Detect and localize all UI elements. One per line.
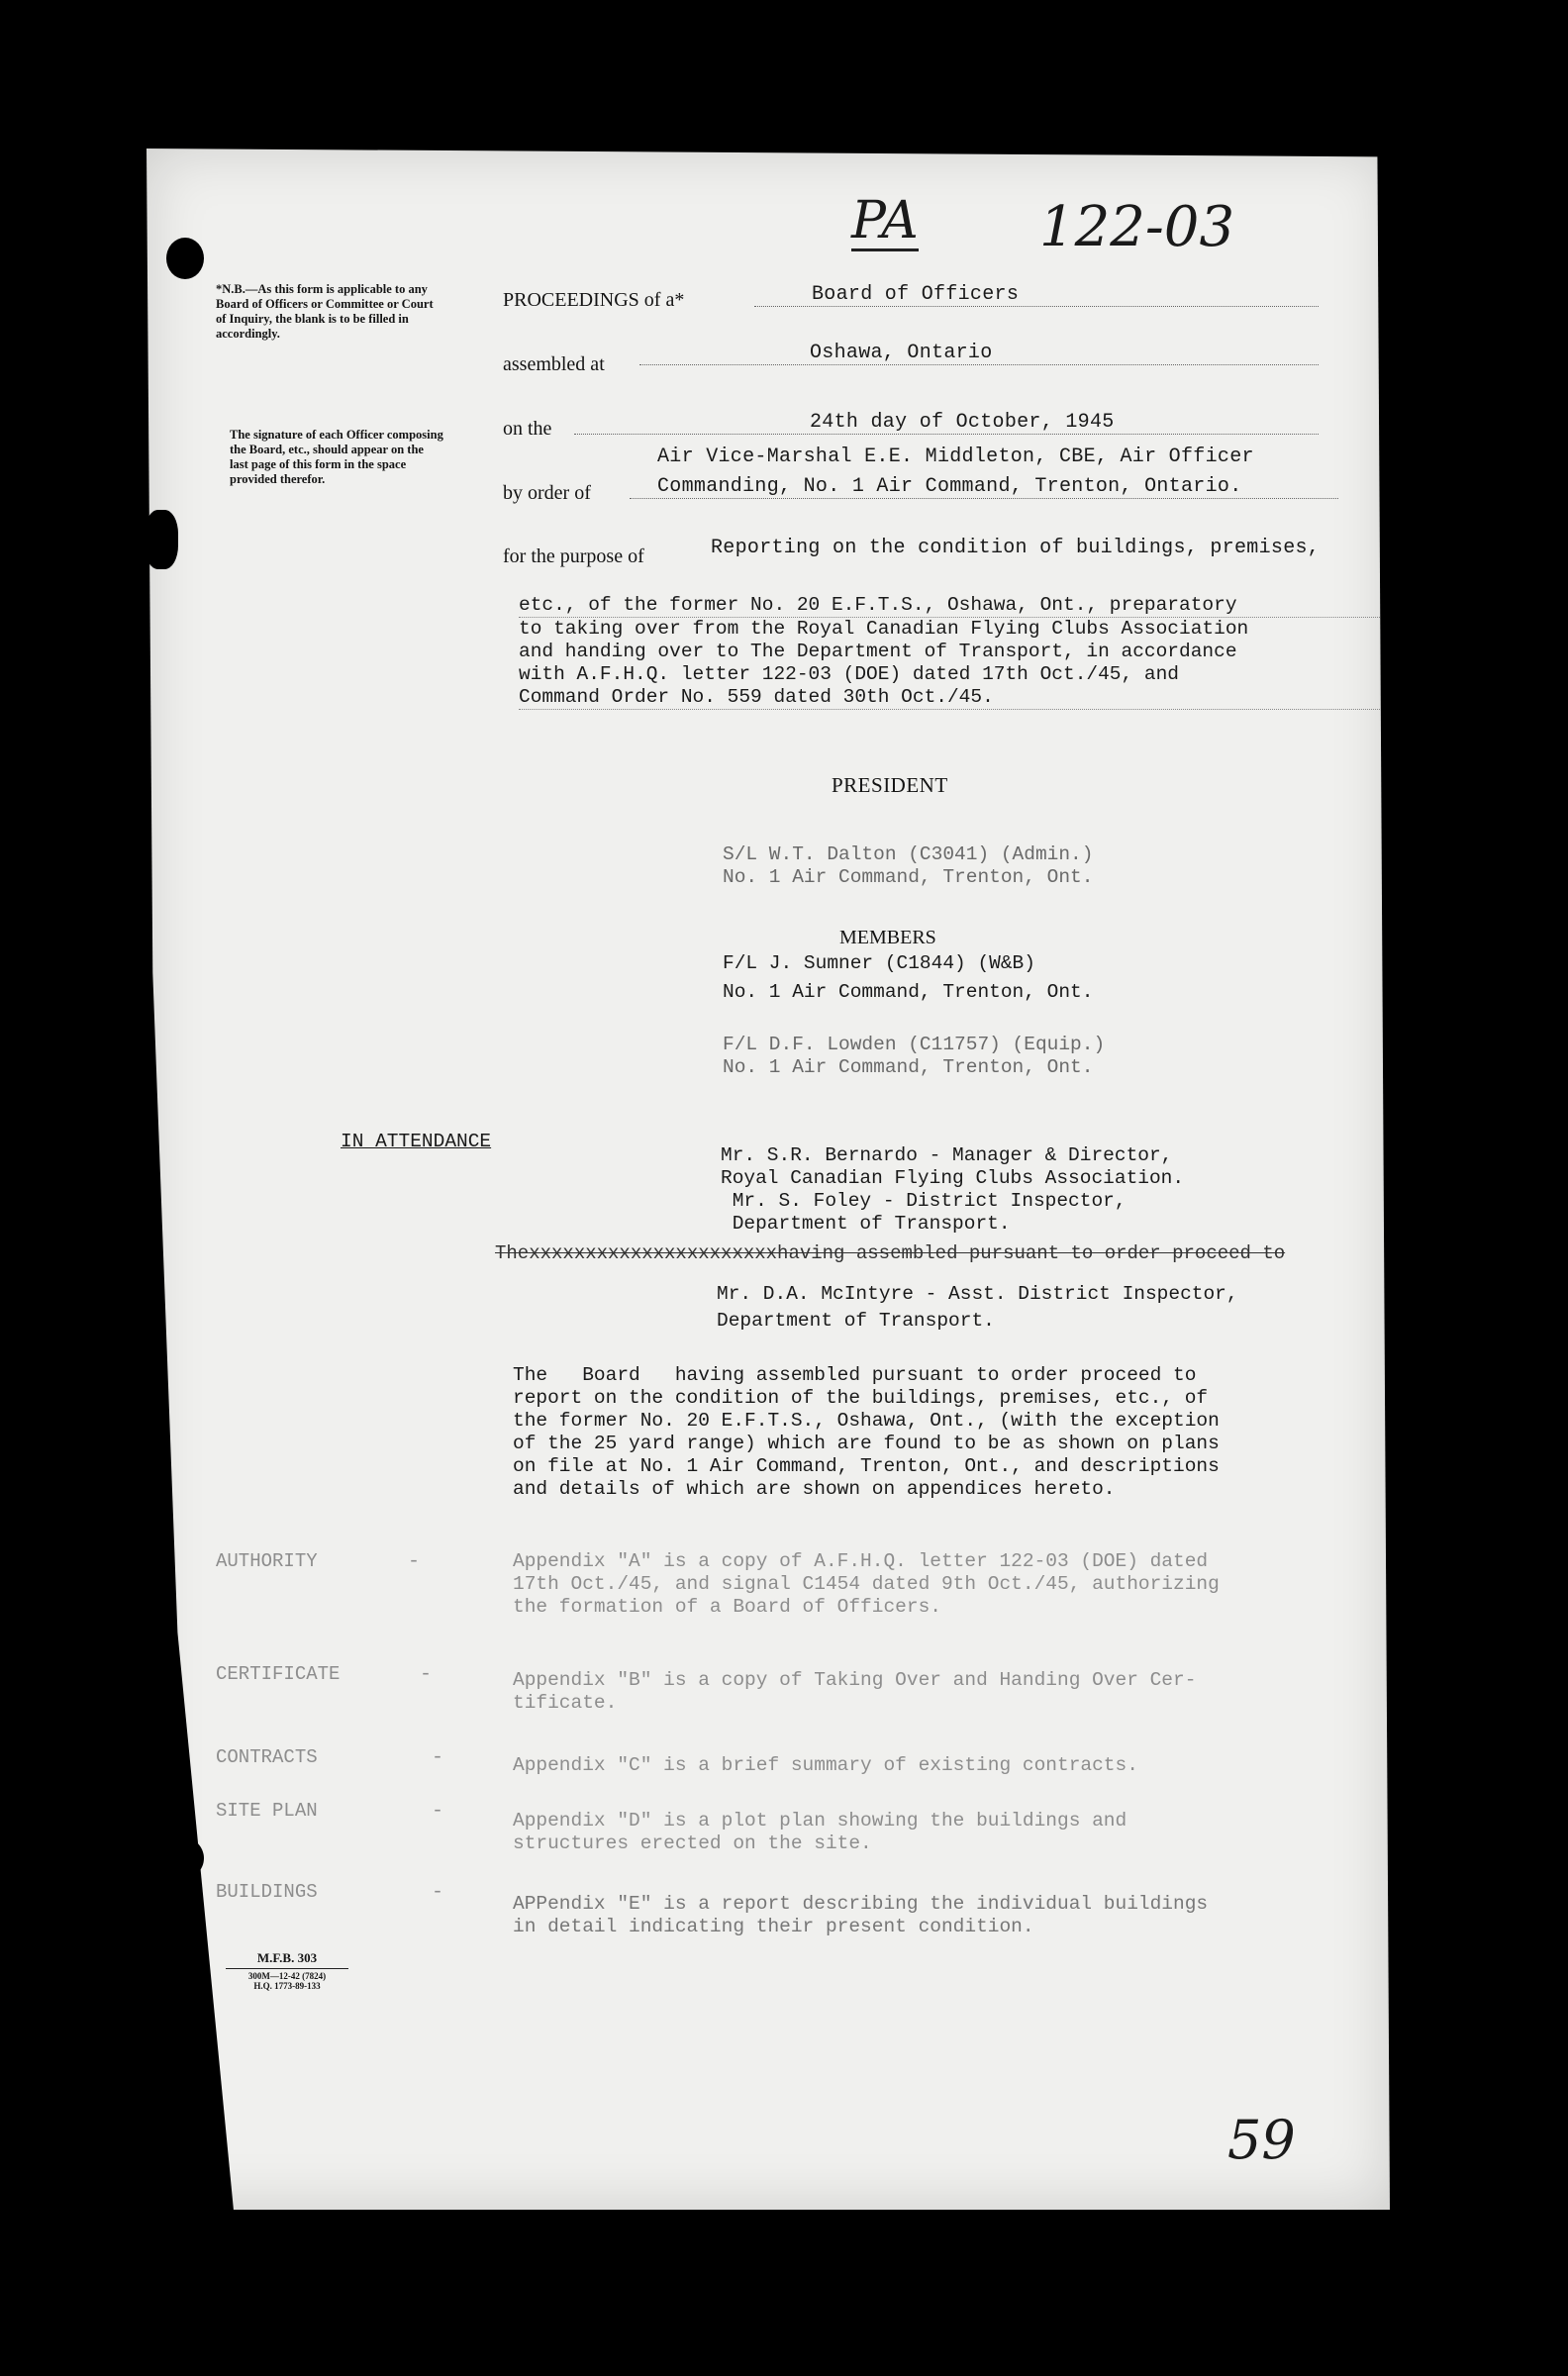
appendix-line: 17th Oct./45, and signal C1454 dated 9th Oct./45, authorizing (513, 1573, 1220, 1595)
date-value: 24th day of October, 1945 (574, 411, 1319, 435)
body-line: the former No. 20 E.F.T.S., Oshawa, Ont., (with the exception (513, 1410, 1220, 1432)
appendix-line: Appendix "A" is a copy of A.F.H.Q. letter 122-03 (DOE) dated (513, 1550, 1209, 1572)
appendix-authority-label: AUTHORITY (216, 1550, 318, 1572)
attendance-line: Royal Canadian Flying Clubs Association. (721, 1167, 1185, 1189)
struck-out-line: Thexxxxxxxxxxxxxxxxxxxxxxhaving assembled pursuant to order proceed to (495, 1242, 1286, 1264)
punch-hole-top (166, 238, 204, 279)
form-code-line: 300M—12-42 (7824) (247, 1971, 327, 1981)
appendix-buildings-text (513, 1893, 1208, 1938)
appendix-line: APPendix "E" is a report describing the individual buildings (513, 1893, 1209, 1915)
date-label: on the (503, 418, 552, 440)
body-line: of the 25 yard range) which are found to be as shown on plans (513, 1433, 1220, 1454)
file-code: PA (851, 191, 919, 250)
body-line: and details of which are shown on appendices hereto. (513, 1478, 1116, 1500)
proceedings-value: Board of Officers (754, 283, 1319, 307)
order-label: by order of (503, 482, 591, 504)
president-line: No. 1 Air Command, Trenton, Ont. (723, 866, 1094, 888)
proceedings-label: PROCEEDINGS of a* (503, 289, 685, 311)
form-code-line: H.Q. 1773-89-133 (253, 1981, 321, 1991)
purpose-line: etc., of the former No. 20 E.F.T.S., Oshawa, Ont., preparatory (519, 594, 1380, 618)
attendance-line: Department of Transport. (721, 1213, 1011, 1235)
president-heading: PRESIDENT (832, 773, 948, 797)
appendix-contracts-label: CONTRACTS (216, 1746, 318, 1768)
order-line-1: Air Vice-Marshal E.E. Middleton, CBE, Air Officer (657, 446, 1254, 468)
attendance-heading: IN ATTENDANCE (341, 1131, 492, 1152)
members-heading: MEMBERS (839, 927, 936, 948)
form-code (226, 1950, 348, 1991)
president-name (723, 843, 1093, 889)
purpose-line: to taking over from the Royal Canadian Flying Clubs Association (519, 618, 1249, 640)
member-line: F/L J. Sumner (C1844) (W&B) (723, 952, 1035, 974)
appendix-line: structures erected on the site. (513, 1832, 872, 1854)
appendix-certificate-dash: - (420, 1663, 433, 1686)
appendix-siteplan-dash: - (432, 1800, 444, 1823)
attendance-line: Mr. D.A. McIntyre - Asst. District Inspector, (717, 1283, 1238, 1305)
body-paragraph (513, 1364, 1220, 1501)
appendix-contracts-text (513, 1754, 1138, 1777)
punch-hole-middle (145, 510, 178, 569)
appendix-contracts-dash: - (432, 1746, 444, 1769)
page-number: 59 (1227, 2109, 1296, 2171)
assembled-label: assembled at (503, 353, 605, 375)
appendix-line: tificate. (513, 1692, 618, 1714)
side-note-signature: The signature of each Officer composing the Board, etc., should appear on the last page of this form in the space provided therefor. (230, 428, 443, 486)
order-line-2: Commanding, No. 1 Air Command, Trenton, Ontario. (630, 475, 1338, 499)
member-line: No. 1 Air Command, Trenton, Ont. (723, 1056, 1094, 1078)
appendix-authority-text (513, 1550, 1220, 1619)
member-line: No. 1 Air Command, Trenton, Ont. (723, 981, 1094, 1003)
appendix-authority-dash: - (408, 1550, 421, 1573)
appendix-line: Appendix "C" is a brief summary of existing contracts. (513, 1754, 1138, 1776)
member-1 (723, 952, 1093, 1004)
body-line: report on the condition of the buildings, premises, etc., of (513, 1387, 1209, 1409)
purpose-line: with A.F.H.Q. letter 122-03 (DOE) dated 17th Oct./45, and (519, 663, 1180, 685)
form-code-title: M.F.B. 303 (226, 1950, 348, 1969)
appendix-siteplan-label: SITE PLAN (216, 1800, 318, 1822)
attendance-list (721, 1144, 1184, 1236)
appendix-line: the formation of a Board of Officers. (513, 1596, 941, 1618)
appendix-siteplan-text (513, 1810, 1127, 1855)
appendix-buildings-dash: - (432, 1881, 444, 1904)
punch-hole-bottom (158, 1836, 204, 1880)
purpose-line: and handing over to The Department of Transport, in accordance (519, 641, 1237, 662)
purpose-label: for the purpose of (503, 545, 644, 567)
appendix-certificate-label: CERTIFICATE (216, 1663, 341, 1685)
attendance-line: Mr. S.R. Bernardo - Manager & Director, (721, 1144, 1173, 1166)
attendance-line: Department of Transport. (717, 1310, 995, 1332)
file-number: 122-03 (1039, 195, 1235, 259)
body-line: The Board having assembled pursuant to order proceed to (513, 1364, 1197, 1386)
president-line: S/L W.T. Dalton (C3041) (Admin.) (723, 843, 1094, 865)
purpose-line-1: Reporting on the condition of buildings, premises, (711, 537, 1321, 559)
side-note-instructions: *N.B.—As this form is applicable to any Board of Officers or Committee or Court of Inquiry, the blank is to be filled in accordingly. (216, 282, 434, 341)
attendance-line: Mr. S. Foley - District Inspector, (721, 1190, 1127, 1212)
appendix-line: Appendix "D" is a plot plan showing the buildings and (513, 1810, 1127, 1832)
appendix-line: Appendix "B" is a copy of Taking Over and Handing Over Cer- (513, 1669, 1197, 1691)
member-line: F/L D.F. Lowden (C11757) (Equip.) (723, 1034, 1106, 1055)
attendance-list-2 (717, 1283, 1238, 1333)
purpose-continuation (519, 594, 1380, 710)
member-2 (723, 1034, 1105, 1079)
purpose-line: Command Order No. 559 dated 30th Oct./45. (519, 686, 1380, 710)
appendix-line: in detail indicating their present condition. (513, 1916, 1034, 1937)
body-line: on file at No. 1 Air Command, Trenton, Ont., and descriptions (513, 1455, 1220, 1477)
assembled-value: Oshawa, Ontario (639, 342, 1319, 365)
appendix-certificate-text (513, 1669, 1196, 1715)
appendix-buildings-label: BUILDINGS (216, 1881, 318, 1903)
